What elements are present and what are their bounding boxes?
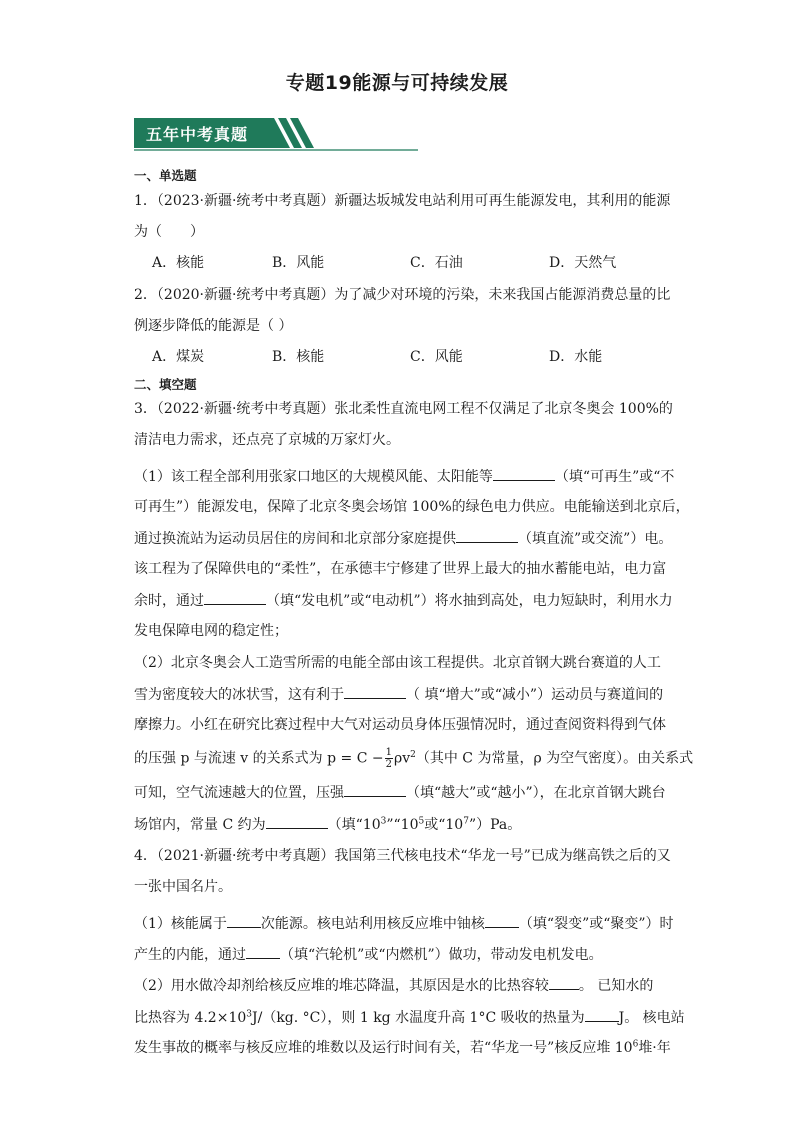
q3-p2-text-f2: （填“越大”或“越小”），在北京首钢大跳台 (406, 785, 666, 801)
q3-p2-text-g1: 场馆内，常量 C 约为 (134, 817, 266, 833)
q3-sup-g4: 7 (463, 816, 469, 827)
q4-p2-line1 (134, 975, 653, 996)
q3-p1-line2: 可再生”）能源发电，保障了北京冬奥会场馆 100%的绿色电力供应。电能输送到北京后， (134, 499, 690, 515)
q4-p2-text-d1: 发生事故的概率与核反应堆的堆数以及运行时间有关，若“华龙一号”核反应堆 10 (134, 1040, 633, 1056)
q4-p1-text-d: 产生的内能，通过 (134, 947, 246, 963)
q3-p1-line3 (134, 528, 672, 549)
q3-blank-5[interactable] (344, 782, 406, 797)
q4-p2-line2 (134, 1007, 685, 1028)
q1-line2: 为（ ） (134, 224, 204, 240)
page-title: 专题19能源与可持续发展 (285, 72, 509, 94)
q3-p2-line5 (134, 782, 666, 803)
q3-p2-text-g4: 或“10 (424, 817, 464, 833)
q3-p1-text-g: 余时，通过 (134, 593, 204, 609)
q4-p1-text-b: 次能源。核电站利用核反应堆中铀核 (260, 916, 485, 932)
q1-option-a: A．核能 (152, 255, 205, 271)
q2-option-a: A．煤炭 (152, 349, 205, 365)
q4-line1: 4．（2021·新疆·统考中考真题）我国第三代核电技术“华龙一号”已成为继高铁之后的又 (134, 848, 671, 864)
q3-p1-line5 (134, 590, 673, 611)
q3-formula-fraction (385, 747, 393, 770)
q4-blank-4[interactable] (549, 975, 579, 990)
fraction-numerator: 1 (385, 747, 392, 758)
q3-p1-line4: 该工程为了保障供电的“柔性”，在承德丰宁修建了世界上最大的抽水蓄能电站，电力富 (134, 561, 667, 577)
q3-blank-6[interactable] (266, 814, 328, 829)
q4-blank-1[interactable] (227, 913, 261, 928)
q3-p1-line6: 发电保障电网的稳定性； (134, 623, 288, 639)
q3-p2-line3: 摩擦力。小红在研究比赛过程中大气对运动员身体压强情况时，通过查阅资料得到气体 (134, 717, 666, 733)
q3-sup-g2: 3 (380, 816, 387, 827)
q4-p1-text-c: （填“裂变”或“聚变”）时 (518, 916, 674, 932)
q3-p1-text-d: 通过换流站为运动员居住的房间和北京部分家庭提供 (134, 531, 456, 547)
q1-line1: 1．（2023·新疆·统考中考真题）新疆达坂城发电站利用可再生能源发电，其利用的能源 (134, 193, 671, 209)
q3-blank-3[interactable] (204, 590, 266, 605)
section-banner (134, 116, 418, 152)
q3-p2-text-e1: 的压强 p 与流速 v 的关系式为 p = C − (134, 750, 384, 767)
q4-p2-line3 (134, 1038, 671, 1058)
q3-p2-text-c: （ 填“增大”或“减小”）运动员与赛道间的 (406, 687, 664, 703)
q4-p2-text-d2: 堆·年 (638, 1040, 671, 1056)
q3-p2-sup-e2: 2 (410, 749, 416, 760)
q4-blank-3[interactable] (246, 944, 280, 959)
q4-p2-text-c2: J/（kg. °C），则 1 kg 水温度升高 1°C 吸收的热量为 (252, 1010, 585, 1026)
q4-p2-text-c3: J。 核电站 (618, 1010, 685, 1026)
q4-blank-5[interactable] (585, 1007, 619, 1022)
q3-blank-4[interactable] (344, 684, 406, 699)
q3-blank-2[interactable] (456, 528, 518, 543)
q3-p1-text-e: （填直流”或交流”）电。 (518, 531, 673, 547)
q3-line1: 3．（2022·新疆·统考中考真题）张北柔性直流电网工程不仅满足了北京冬奥会 100%的 (134, 401, 673, 417)
q4-p2-text-c1: 比热容为 4.2×10 (134, 1010, 247, 1026)
q4-sup-d1: 6 (632, 1039, 639, 1050)
q2-option-b: B．核能 (272, 349, 325, 365)
section-heading-single-choice: 一、单选题 (134, 168, 197, 183)
q2-option-c: C．风能 (410, 349, 463, 365)
q2-line2: 例逐步降低的能源是（ ） (134, 318, 293, 334)
q3-p2-line1: （2）北京冬奥会人工造雪所需的电能全部由该工程提供。北京首钢大跳台赛道的人工 (134, 655, 661, 671)
q3-p1-text-h: （填“发电机”或“电动机”）将水抽到高处，电力短缺时，利用水力 (266, 593, 673, 609)
banner-label: 五年中考真题 (146, 125, 249, 144)
q4-p1-text-a: （1）核能属于 (134, 916, 227, 932)
q4-p1-line1 (134, 913, 674, 934)
q3-p1-text-b: （填“可再生”或“不 (554, 469, 675, 485)
q4-p1-text-e: （填“汽轮机”或“内燃机”）做功，带动发电机发电。 (280, 947, 603, 963)
q1-option-d: D．天然气 (549, 255, 617, 271)
q3-p2-line2 (134, 684, 663, 705)
q4-sup-c1: 3 (246, 1009, 252, 1020)
q1-option-c: C．石油 (410, 255, 463, 271)
q1-option-b: B．风能 (272, 255, 325, 271)
q3-sup-g3: 5 (418, 816, 425, 827)
q3-p2-text-e2: ρv (393, 750, 411, 767)
q3-blank-1[interactable] (493, 466, 555, 481)
q2-line1: 2．（2020·新疆·统考中考真题）为了减少对环境的污染，未来我国占能源消费总量的比 (134, 287, 671, 303)
q2-option-d: D．水能 (549, 349, 603, 365)
q3-p2-text-f1: 可知，空气流速越大的位置，压强 (134, 785, 344, 801)
fraction-denominator: 2 (385, 759, 392, 770)
q3-p2-text-b: 雪为密度较大的冰状雪，这有利于 (134, 687, 344, 703)
q4-p2-text-a: （2）用水做冷却剂给核反应堆的堆芯降温，其原因是水的比热容较 (134, 978, 549, 994)
q4-line2: 一张中国名片。 (134, 879, 232, 895)
q3-p2-text-g5: ”）Pa。 (468, 817, 522, 833)
q3-p2-text-g2: （填“10 (327, 817, 381, 833)
q3-line2: 清洁电力需求，还点亮了京城的万家灯火。 (134, 432, 400, 448)
q3-p2-text-e3: （其中 C 为常量，ρ 为空气密度）。由关系式 (415, 750, 694, 767)
q4-p1-line2 (134, 944, 603, 965)
q4-p2-text-b: 。 已知水的 (578, 978, 654, 994)
q4-blank-2[interactable] (485, 913, 519, 928)
q3-p2-line4 (134, 747, 693, 770)
q3-p1-text-a: （1）该工程全部利用张家口地区的大规模风能、太阳能等 (134, 469, 493, 485)
q3-p2-text-g3: ”“10 (386, 817, 419, 833)
q3-p2-line6 (134, 814, 521, 835)
q3-p1-line1 (134, 466, 674, 487)
section-heading-fill-blank: 二、填空题 (134, 377, 197, 392)
